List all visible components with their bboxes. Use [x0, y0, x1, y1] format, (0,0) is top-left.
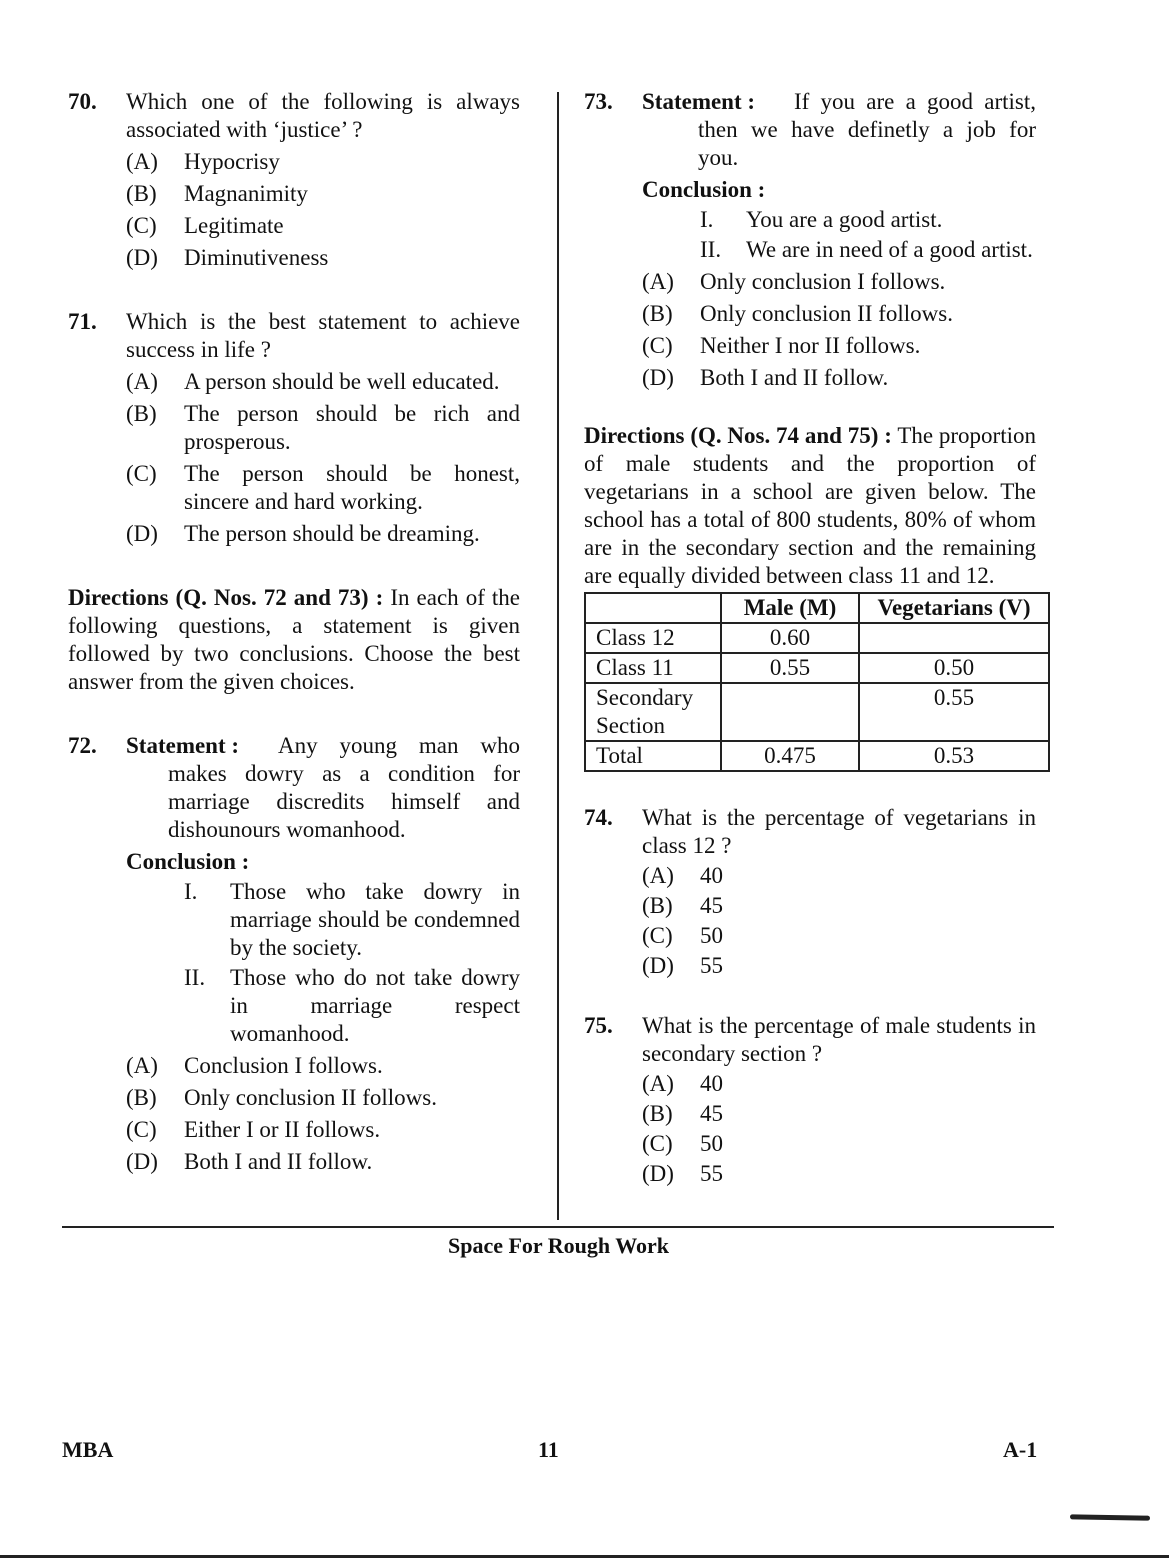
option-label: (C) [126, 213, 157, 238]
option [126, 1052, 520, 1080]
option-text: 40 [700, 1071, 723, 1096]
option-text: A person should be well educated. [184, 369, 500, 394]
option-text: Conclusion I follows. [184, 1053, 383, 1078]
option-text: 50 [700, 923, 723, 948]
option-text: Neither I nor II follows. [700, 333, 921, 358]
question-74 [584, 804, 1036, 980]
option-text: The person should be dreaming. [184, 521, 480, 546]
option [642, 268, 1036, 296]
conclusion-number: II. [700, 237, 722, 262]
option-label: (C) [126, 461, 157, 486]
conclusion-item [700, 236, 1036, 264]
question-number: 71. [68, 309, 97, 334]
option [642, 952, 1036, 980]
statement-label: Statement : [642, 89, 756, 114]
table-header-row [585, 593, 1049, 623]
conclusion-item [184, 878, 520, 962]
option [126, 180, 520, 208]
table-cell: Total [585, 741, 721, 771]
table-cell: 0.55 [721, 653, 859, 683]
option-text: The person should be rich and prosperous. [184, 401, 520, 454]
option [642, 300, 1036, 328]
option-text: 55 [700, 953, 723, 978]
statement [126, 732, 520, 844]
table-cell: Class 12 [585, 623, 721, 653]
option [126, 148, 520, 176]
option-text: The person should be honest, sincere and hard working. [184, 461, 520, 514]
option-label: (B) [642, 1101, 673, 1126]
directions-72-73 [68, 584, 520, 696]
table-cell [859, 623, 1049, 653]
conclusion-item [700, 206, 1036, 234]
question-number: 73. [584, 89, 613, 114]
option-label: (B) [642, 893, 673, 918]
table-cell: Secondary Section [585, 683, 721, 741]
proportion-table [584, 592, 1050, 772]
option-label: (A) [642, 863, 674, 888]
option-label: (B) [126, 181, 157, 206]
conclusion-label: Conclusion : [126, 849, 250, 874]
table-cell [721, 683, 859, 741]
conclusion-number: I. [184, 879, 198, 904]
question-70 [68, 88, 520, 272]
statement-text: Any young man who makes dowry as a condition for marriage discredits himself and dishounours womanhood. [168, 733, 520, 842]
pen-mark [1070, 1514, 1150, 1520]
option [126, 400, 520, 456]
table-cell: 0.53 [859, 741, 1049, 771]
question-text: What is the percentage of male students in secondary section ? [642, 1013, 1036, 1066]
option [642, 1130, 1036, 1158]
directions-text: The proportion of male students and the proportion of vegetarians in a school are given below. The school has a total of 800 students, 80% of whom are in the secondary section and the remaining are equally divided between class 11 and 12. [584, 423, 1037, 588]
option-label: (D) [642, 953, 674, 978]
option [126, 212, 520, 240]
conclusion-number: II. [184, 965, 206, 990]
option [126, 1148, 520, 1176]
option [126, 520, 520, 548]
statement-text: If you are a good artist, then we have definetly a job for you. [698, 89, 1036, 170]
option-text: 45 [700, 893, 723, 918]
option [642, 1160, 1036, 1188]
option-text: Hypocrisy [184, 149, 280, 174]
table-row [585, 623, 1049, 653]
right-column [584, 88, 1036, 1188]
option-label: (B) [126, 401, 157, 426]
option [642, 1070, 1036, 1098]
option [642, 892, 1036, 920]
option-text: 45 [700, 1101, 723, 1126]
page-number: 11 [538, 1437, 559, 1462]
question-73 [584, 88, 1036, 264]
rough-work-heading: Space For Rough Work [447, 1233, 670, 1258]
option [642, 922, 1036, 950]
table-cell: 0.60 [721, 623, 859, 653]
option [126, 460, 520, 516]
table-header-cell [585, 593, 721, 623]
option-text: Magnanimity [184, 181, 308, 206]
option [126, 368, 520, 396]
conclusion-item [184, 964, 520, 1048]
statement [642, 88, 1036, 172]
option-label: (D) [126, 245, 158, 270]
option-label: (B) [126, 1085, 157, 1110]
option-label: (A) [642, 1071, 674, 1096]
option-label: (A) [126, 149, 158, 174]
conclusion-text: Those who do not take dowry in marriage respect womanhood. [230, 965, 520, 1046]
option-text: 40 [700, 863, 723, 888]
table-row [585, 653, 1049, 683]
option [126, 1116, 520, 1144]
question-75 [584, 1012, 1036, 1188]
option [642, 862, 1036, 890]
option [126, 1084, 520, 1112]
option [642, 364, 1036, 392]
directions-74-75 [584, 422, 1036, 590]
table-cell: 0.55 [859, 683, 1049, 741]
option-label: (A) [126, 1053, 158, 1078]
table-cell: 0.50 [859, 653, 1049, 683]
option-label: (A) [126, 369, 158, 394]
conclusion-text: We are in need of a good artist. [746, 237, 1033, 262]
bottom-border [0, 1555, 1169, 1558]
table-cell: Class 11 [585, 653, 721, 683]
question-number: 72. [68, 733, 97, 758]
question-number: 70. [68, 89, 97, 114]
conclusion-text: You are a good artist. [746, 207, 943, 232]
table-header-cell: Male (M) [721, 593, 859, 623]
option-label: (D) [642, 1161, 674, 1186]
option-label: (C) [642, 1131, 673, 1156]
option-text: Only conclusion II follows. [700, 301, 953, 326]
column-divider [557, 92, 559, 1220]
left-column [68, 88, 520, 1176]
option-text: 55 [700, 1161, 723, 1186]
table-header-cell: Vegetarians (V) [859, 593, 1049, 623]
option-text: Only conclusion I follows. [700, 269, 946, 294]
option [642, 332, 1036, 360]
option-text: Only conclusion II follows. [184, 1085, 437, 1110]
table-row [585, 741, 1049, 771]
table-row [585, 683, 1049, 741]
statement-label: Statement : [126, 733, 240, 758]
option [126, 244, 520, 272]
directions-heading: Directions (Q. Nos. 72 and 73) : [68, 585, 384, 610]
option-text: Both I and II follow. [700, 365, 889, 390]
section-divider [62, 1226, 1054, 1228]
option-label: (A) [642, 269, 674, 294]
option-text: Both I and II follow. [184, 1149, 373, 1174]
option [642, 1100, 1036, 1128]
option-label: (D) [642, 365, 674, 390]
question-number: 75. [584, 1013, 613, 1038]
question-text: What is the percentage of vegetarians in class 12 ? [642, 805, 1036, 858]
option-label: (C) [126, 1117, 157, 1142]
conclusion-text: Those who take dowry in marriage should be condemned by the society. [230, 879, 520, 960]
question-text: Which is the best statement to achieve success in life ? [126, 309, 520, 362]
option-label: (C) [642, 923, 673, 948]
directions-text: In each of the following questions, a statement is given followed by two conclusions. Choose the best answer from the given choices. [68, 585, 521, 694]
option-text: 50 [700, 1131, 723, 1156]
footer-left: MBA [62, 1437, 114, 1462]
option-label: (C) [642, 333, 673, 358]
question-71 [68, 308, 520, 548]
option-text: Legitimate [184, 213, 284, 238]
option-text: Either I or II follows. [184, 1117, 381, 1142]
question-72 [68, 732, 520, 1176]
footer-right: A-1 [1003, 1437, 1038, 1462]
question-text: Which one of the following is always associated with ‘justice’ ? [126, 89, 520, 142]
option-label: (D) [126, 1149, 158, 1174]
table-cell: 0.475 [721, 741, 859, 771]
directions-heading: Directions (Q. Nos. 74 and 75) : [584, 423, 892, 448]
conclusion-label: Conclusion : [642, 177, 766, 202]
option-label: (B) [642, 301, 673, 326]
conclusion-number: I. [700, 207, 714, 232]
option-label: (D) [126, 521, 158, 546]
option-text: Diminutiveness [184, 245, 329, 270]
question-number: 74. [584, 805, 613, 830]
